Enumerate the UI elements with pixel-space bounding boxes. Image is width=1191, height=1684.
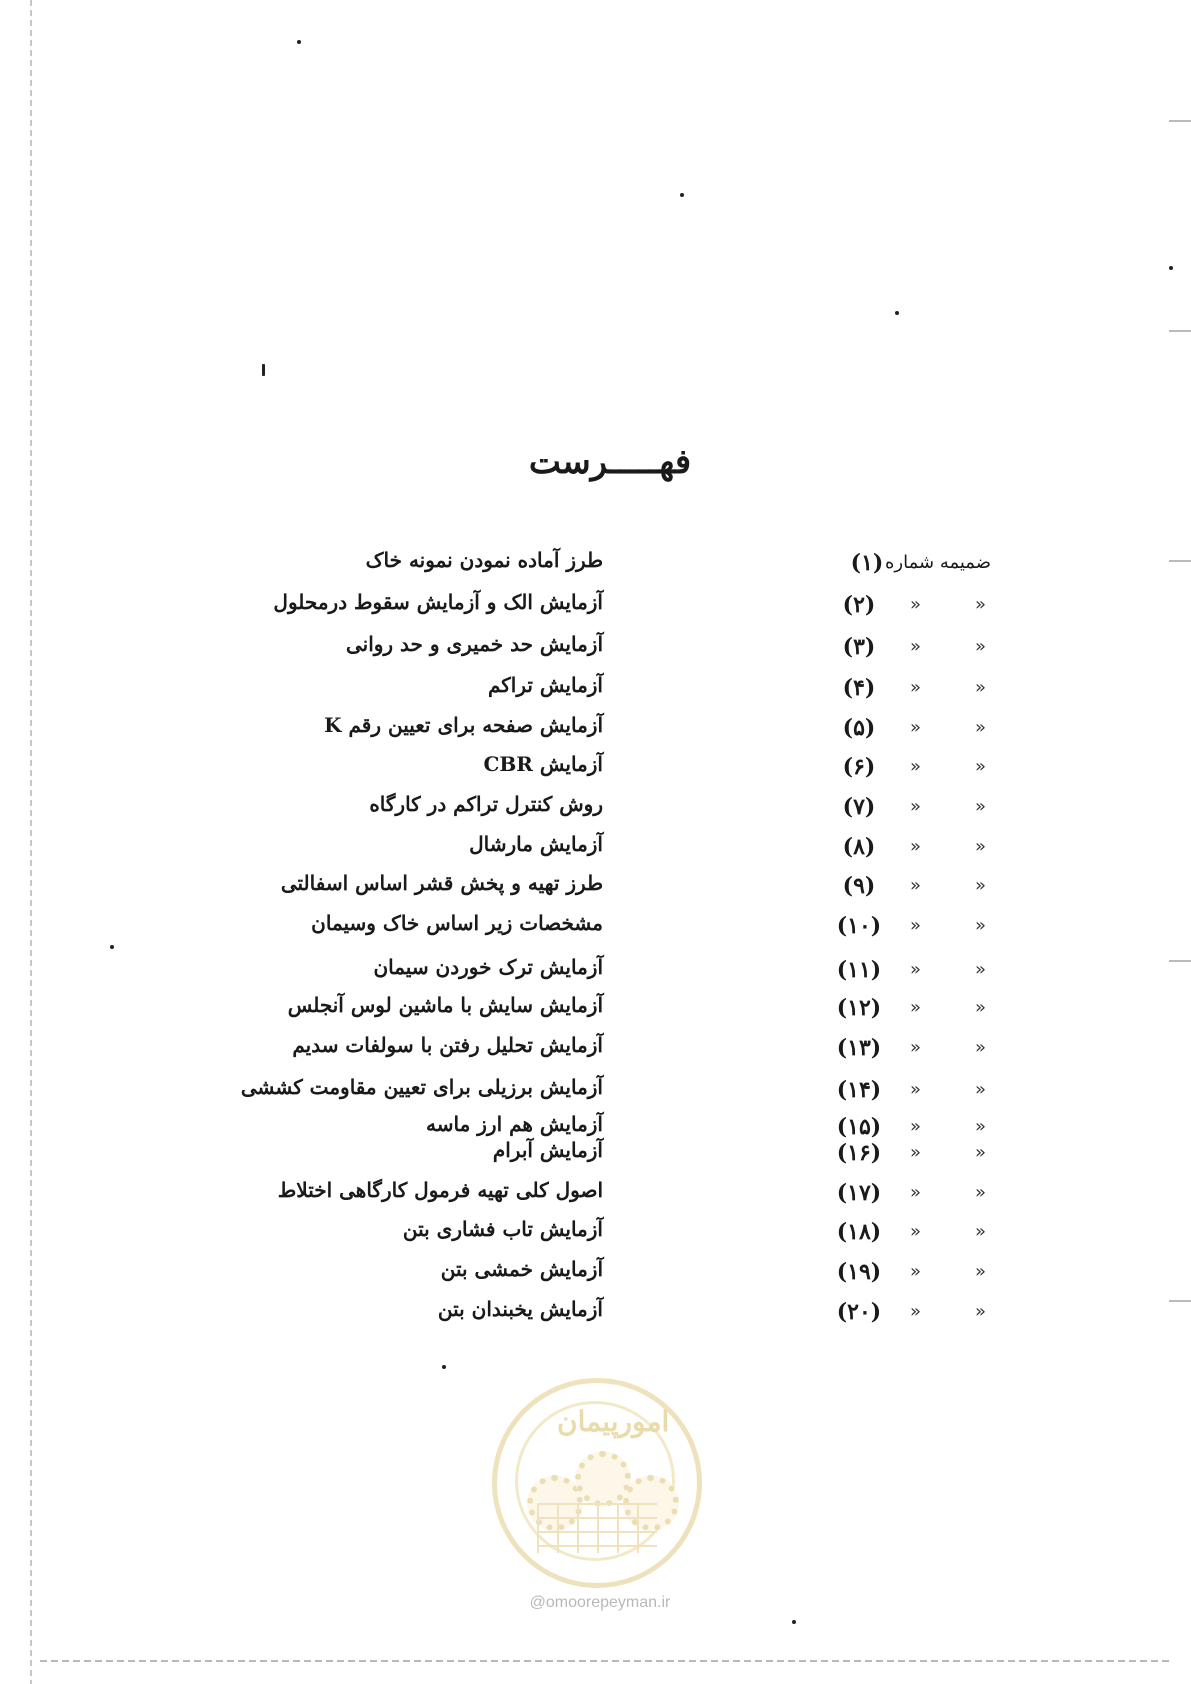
entry-title: آزمایش خمشی بتن	[440, 1257, 603, 1281]
toc-entry	[0, 673, 1191, 713]
entry-title: آزمایش الک و آزمایش سقوط درمحلول	[273, 590, 603, 614]
entry-number: (۱۷)	[836, 1180, 882, 1206]
ditto-mark: »	[975, 1079, 987, 1100]
ditto-mark: »	[975, 959, 987, 980]
toc-entry	[0, 713, 1191, 753]
ditto-mark: »	[975, 915, 987, 936]
entry-title: آزمایش تراکم	[487, 673, 603, 697]
ditto-mark: »	[910, 915, 922, 936]
ditto-mark: »	[910, 717, 922, 738]
ditto-mark: »	[975, 1116, 987, 1137]
ditto-mark: »	[975, 1037, 987, 1058]
entry-number: (۵)	[842, 715, 876, 741]
ditto-mark: »	[975, 796, 987, 817]
entry-title: مشخصات زیر اساس خاک وسیمان	[311, 911, 603, 935]
toc-entry	[0, 548, 1191, 588]
entry-number: (۱)	[850, 550, 884, 576]
ditto-mark: »	[910, 997, 922, 1018]
watermark-brand: امورپیمان	[557, 1405, 670, 1438]
toc-entry	[0, 590, 1191, 630]
toc-entry	[0, 955, 1191, 995]
ditto-mark: »	[910, 1079, 922, 1100]
entry-title: اصول کلی تهیه فرمول کارگاهی اختلاط	[277, 1178, 603, 1202]
toc-entry	[0, 1297, 1191, 1337]
entry-title: روش کنترل تراکم در کارگاه	[369, 792, 603, 816]
ditto-mark: »	[975, 1221, 987, 1242]
entry-number: (۱۴)	[836, 1077, 882, 1103]
ditto-mark: »	[975, 636, 987, 657]
entry-number: (۶)	[842, 754, 876, 780]
toc-entry	[0, 1138, 1191, 1178]
entry-number: (۱۱)	[836, 957, 882, 983]
ditto-mark: »	[910, 594, 922, 615]
ditto-mark: »	[975, 997, 987, 1018]
ditto-mark: »	[910, 1221, 922, 1242]
entry-number: (۱۹)	[836, 1259, 882, 1285]
ditto-mark: »	[975, 594, 987, 615]
entry-title: آزمایش سایش با ماشین لوس آنجلس	[287, 993, 603, 1017]
watermark-seal	[492, 1378, 702, 1588]
toc-entry	[0, 911, 1191, 951]
ditto-mark: »	[910, 1037, 922, 1058]
toc-entry	[0, 1033, 1191, 1073]
ditto-mark: »	[910, 677, 922, 698]
entry-number: (۲۰)	[836, 1299, 882, 1325]
entry-title: آزمایش CBR	[483, 752, 603, 776]
entry-title: آزمایش برزیلی برای تعیین مقاومت کششی	[240, 1075, 603, 1099]
entry-title: آزمایش آبرام	[492, 1138, 603, 1162]
entry-title: آزمایش حد خمیری و حد روانی	[345, 632, 603, 656]
ditto-mark: »	[910, 756, 922, 777]
entry-number: (۳)	[842, 634, 876, 660]
toc-entry	[0, 993, 1191, 1033]
ditto-mark: »	[975, 677, 987, 698]
entry-number: (۲)	[842, 592, 876, 618]
entry-number: (۱۲)	[836, 995, 882, 1021]
ditto-mark: »	[975, 1261, 987, 1282]
entry-number: (۹)	[842, 873, 876, 899]
ditto-mark: »	[910, 796, 922, 817]
ditto-mark: »	[910, 836, 922, 857]
toc-entry	[0, 871, 1191, 911]
ditto-mark: »	[910, 1116, 922, 1137]
entry-title: آزمایش تحلیل رفتن با سولفات سدیم	[292, 1033, 603, 1057]
entry-number: (۷)	[842, 794, 876, 820]
ditto-mark: »	[975, 1142, 987, 1163]
ditto-mark: »	[910, 636, 922, 657]
entry-title: طرز تهیه و پخش قشر اساس اسفالتی	[280, 871, 603, 895]
entry-title: آزمایش مارشال	[469, 832, 603, 856]
toc-entry	[0, 1217, 1191, 1257]
toc-entry	[0, 792, 1191, 832]
entry-number: (۱۳)	[836, 1035, 882, 1061]
entry-title: آزمایش هم ارز ماسه	[426, 1112, 603, 1136]
entry-number: (۴)	[842, 675, 876, 701]
entry-title: آزمایش تاب فشاری بتن	[402, 1217, 603, 1241]
toc-entry	[0, 752, 1191, 792]
entry-title: طرز آماده نمودن نمونه خاک	[365, 548, 603, 572]
entry-title: آزمایش صفحه برای تعیین رقم K	[324, 713, 603, 737]
toc-entry	[0, 1075, 1191, 1115]
entry-number: (۸)	[842, 834, 876, 860]
ditto-mark: »	[975, 836, 987, 857]
toc-entry	[0, 632, 1191, 672]
ditto-mark: »	[910, 959, 922, 980]
ditto-mark: »	[910, 1261, 922, 1282]
seal-grid	[537, 1503, 657, 1553]
ditto-mark: »	[975, 756, 987, 777]
entry-number: (۱۵)	[836, 1114, 882, 1140]
entry-number: (۱۸)	[836, 1219, 882, 1245]
entry-title: آزمایش ترک خوردن سیمان	[373, 955, 603, 979]
toc-entry	[0, 1257, 1191, 1297]
ditto-mark: »	[975, 1301, 987, 1322]
entry-number: (۱۶)	[836, 1140, 882, 1166]
ditto-mark: »	[975, 717, 987, 738]
toc-entry	[0, 1178, 1191, 1218]
ditto-mark: »	[910, 1301, 922, 1322]
ditto-mark: »	[975, 1182, 987, 1203]
entry-number: (۱۰)	[836, 913, 882, 939]
ditto-mark: »	[975, 875, 987, 896]
ditto-mark: »	[910, 875, 922, 896]
ditto-mark: »	[910, 1182, 922, 1203]
toc-entry	[0, 832, 1191, 872]
ditto-mark: »	[910, 1142, 922, 1163]
watermark-url: @omoorepeyman.ir	[529, 1594, 671, 1611]
entry-title: آزمایش یخبندان بتن	[437, 1297, 603, 1321]
annex-label: ضمیمه شماره	[885, 552, 991, 573]
page-title: فهـــــرست	[528, 442, 692, 482]
